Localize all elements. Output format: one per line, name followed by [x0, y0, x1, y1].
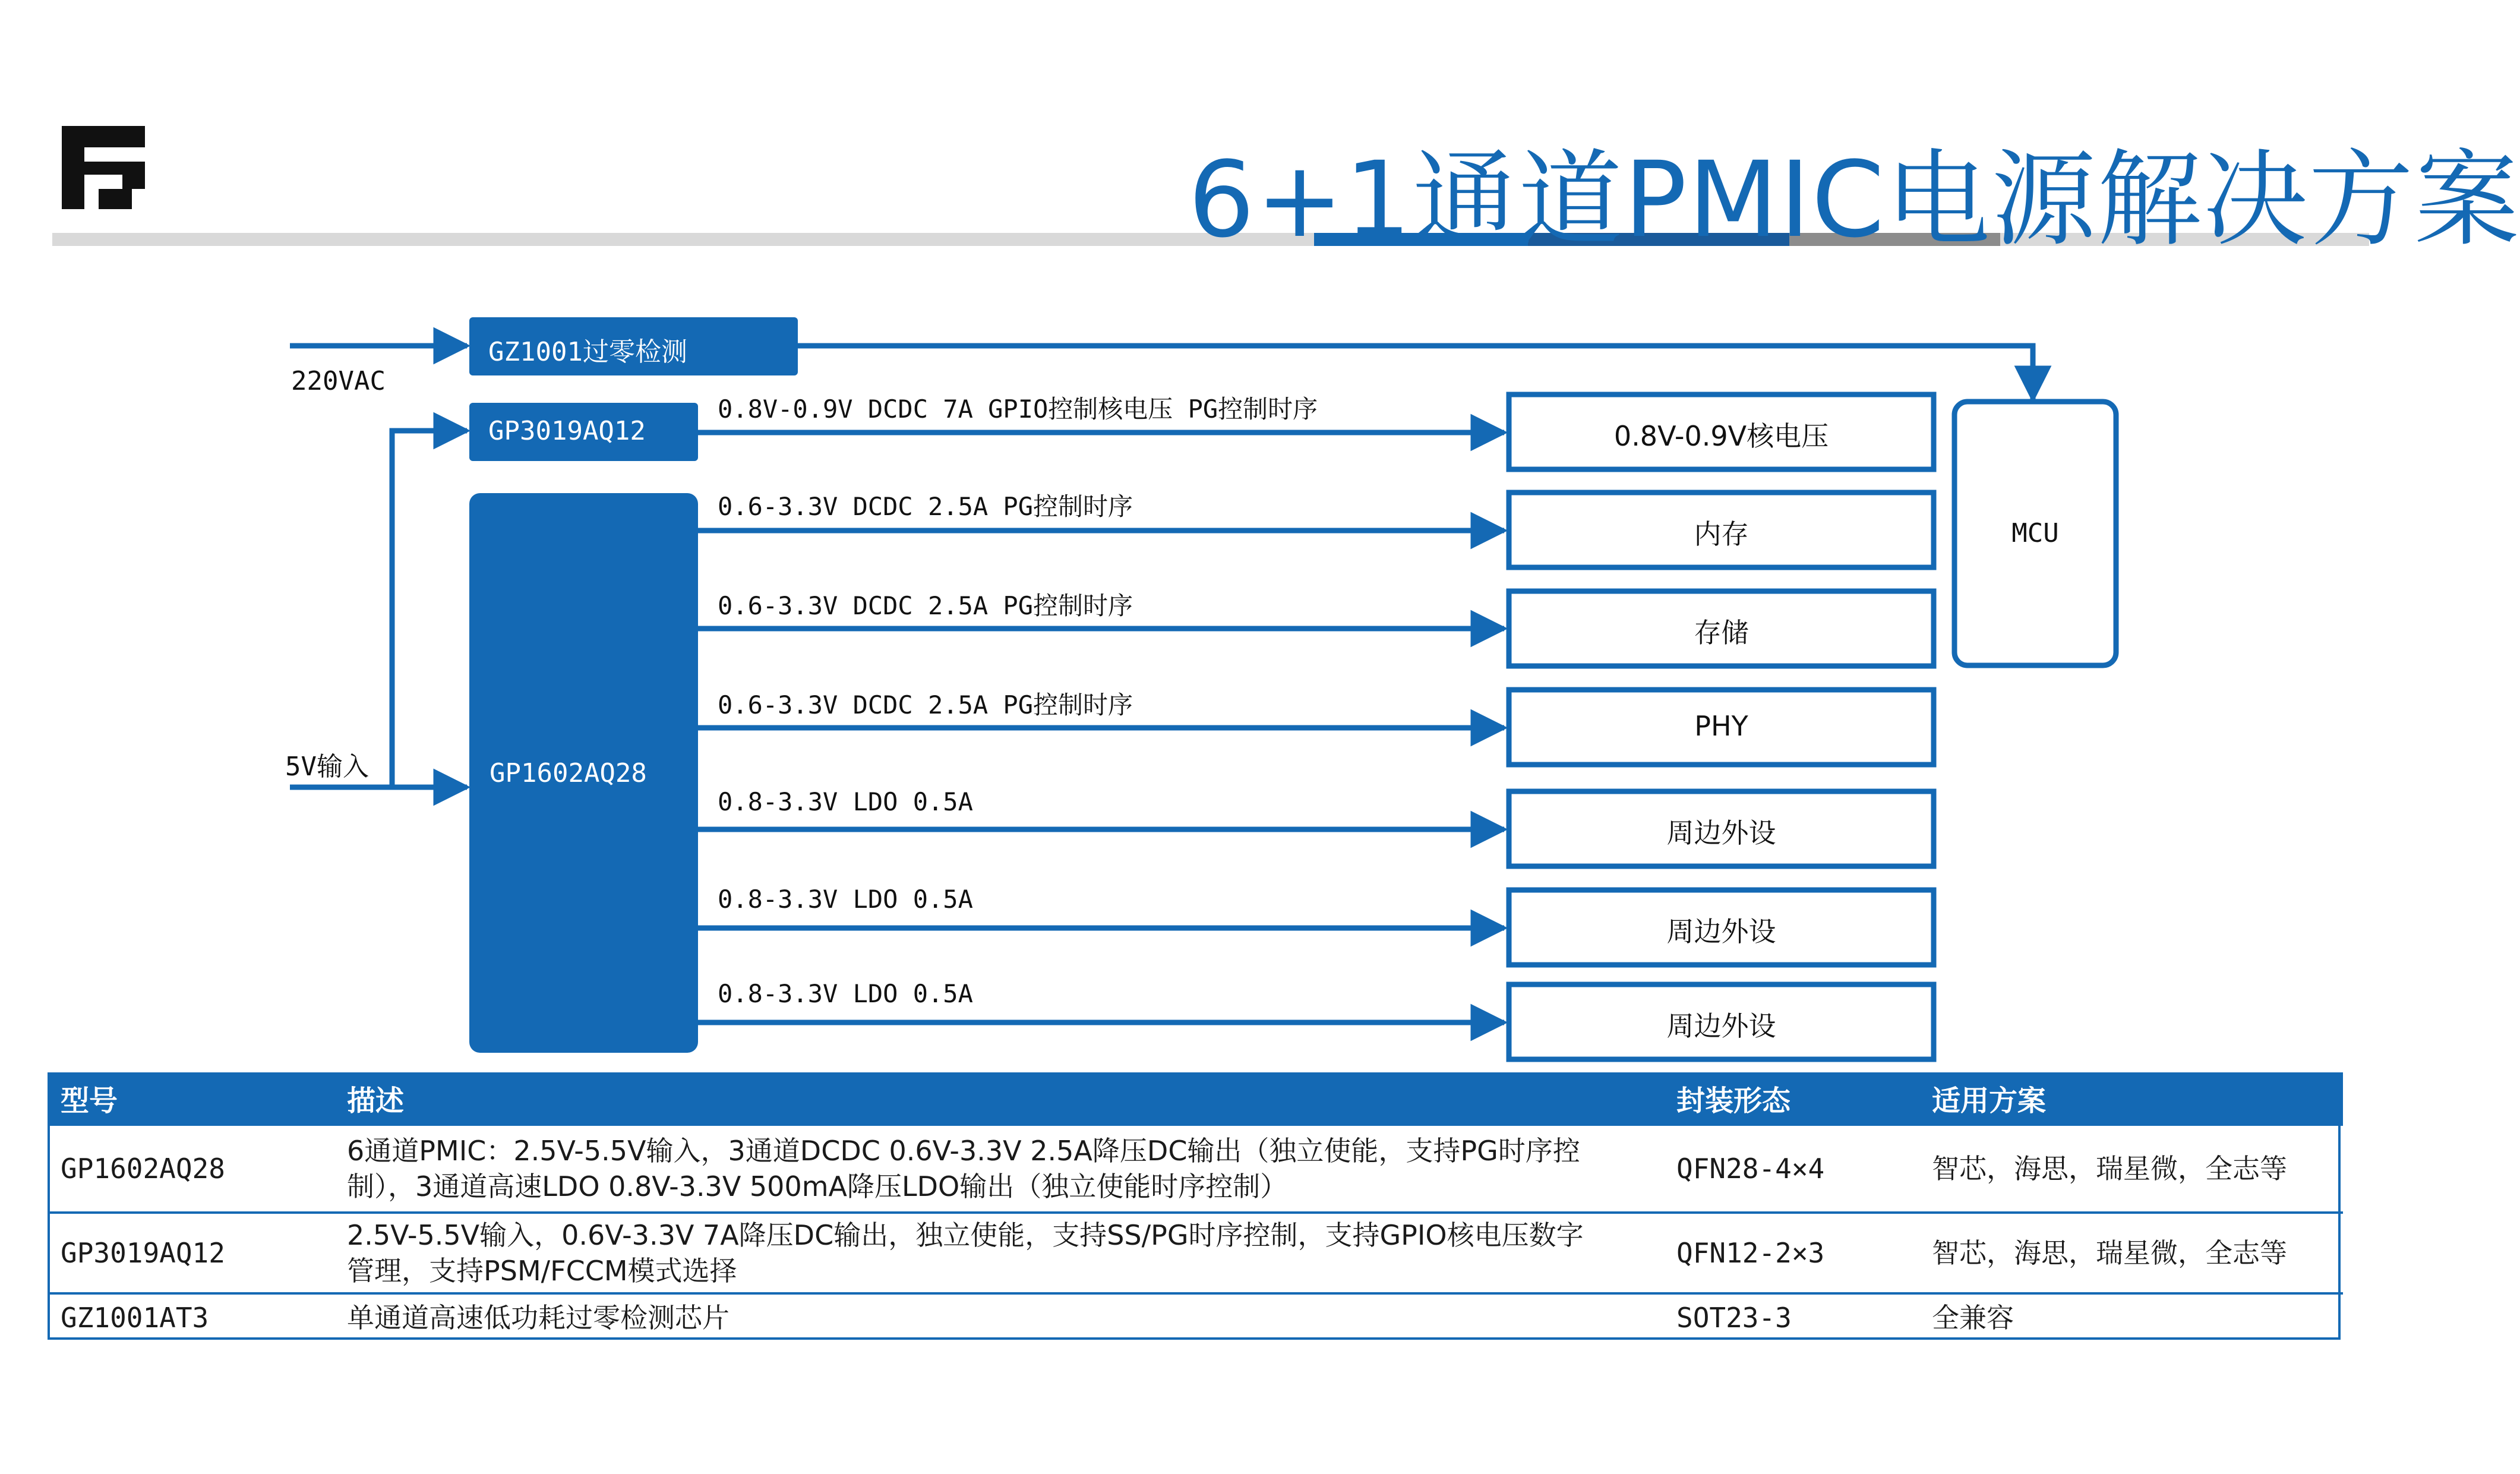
cell-package: SOT23-3: [1663, 1293, 1919, 1341]
cell-model: GZ1001AT3: [48, 1293, 334, 1341]
cell-solution: 全兼容: [1919, 1293, 2343, 1341]
output-label: PHY: [1694, 710, 1748, 742]
5v-branch-line: [392, 431, 467, 787]
brand-logo: [62, 126, 145, 209]
rail-label: 0.6-3.3V DCDC 2.5A PG控制时序: [718, 492, 1133, 521]
output-label: 周边外设: [1666, 817, 1776, 849]
cell-solution: 智芯，海思，瑞星微，全志等: [1919, 1213, 2343, 1293]
ac-input-label: 220VAC: [291, 366, 386, 396]
cell-description: [334, 1213, 1663, 1293]
table-row: [48, 1213, 2343, 1293]
rail-label: 0.8-3.3V LDO 0.5A: [718, 979, 973, 1008]
rail-label: 0.8V-0.9V DCDC 7A GPIO控制核电压 PG控制时序: [718, 394, 1318, 424]
output-label: 内存: [1694, 518, 1749, 550]
description-line: 管理，支持PSM/FCCM模式选择: [347, 1255, 737, 1287]
cell-model: GP3019AQ12: [48, 1213, 334, 1293]
output-label: 0.8V-0.9V核电压: [1613, 420, 1829, 452]
cell-package: QFN12-2×3: [1663, 1213, 1919, 1293]
output-label: 周边外设: [1666, 916, 1776, 948]
column-header: 适用方案: [1919, 1072, 2343, 1125]
table-row: [48, 1125, 2343, 1213]
cell-description: [334, 1125, 1663, 1213]
cell-package: QFN28-4×4: [1663, 1125, 1919, 1213]
5v-input-label: 5V输入: [285, 752, 369, 782]
rail-label: 0.8-3.3V LDO 0.5A: [718, 885, 973, 914]
output-label: 周边外设: [1666, 1010, 1776, 1042]
table-row: [48, 1293, 2343, 1341]
table-header-row: [48, 1072, 2343, 1125]
pmic-label: GP1602AQ28: [490, 758, 647, 788]
column-header: 型号: [48, 1072, 334, 1125]
zero-cross-label: GZ1001过零检测: [488, 337, 687, 367]
mcu-label: MCU: [2011, 518, 2059, 548]
spec-table: [48, 1072, 2343, 1341]
rail-label: 0.6-3.3V DCDC 2.5A PG控制时序: [718, 591, 1133, 620]
cell-solution: 智芯，海思，瑞星微，全志等: [1919, 1125, 2343, 1213]
dcdc-7a-label: GP3019AQ12: [488, 416, 646, 446]
description-line: 6通道PMIC：2.5V-5.5V输入，3通道DCDC 0.6V-3.3V 2.5A降压DC输出（独立使能，支持PG时序控: [347, 1135, 1580, 1167]
output-label: 存储: [1694, 617, 1749, 649]
rail-label: 0.8-3.3V LDO 0.5A: [718, 787, 973, 816]
cell-description: 单通道高速低功耗过零检测芯片: [334, 1293, 1663, 1341]
column-header: 封装形态: [1663, 1072, 1919, 1125]
description-line: 2.5V-5.5V输入，0.6V-3.3V 7A降压DC输出，独立使能，支持SS/PG时序控制，支持GPIO核电压数字: [347, 1219, 1584, 1251]
cell-model: GP1602AQ28: [48, 1125, 334, 1213]
page-title: 6+1通道PMIC电源解决方案: [1188, 139, 2520, 261]
column-header: 描述: [334, 1072, 1663, 1125]
rail-label: 0.6-3.3V DCDC 2.5A PG控制时序: [718, 690, 1133, 719]
description-line: 制），3通道高速LDO 0.8V-3.3V 500mA降压LDO输出（独立使能时序控制）: [347, 1170, 1288, 1202]
